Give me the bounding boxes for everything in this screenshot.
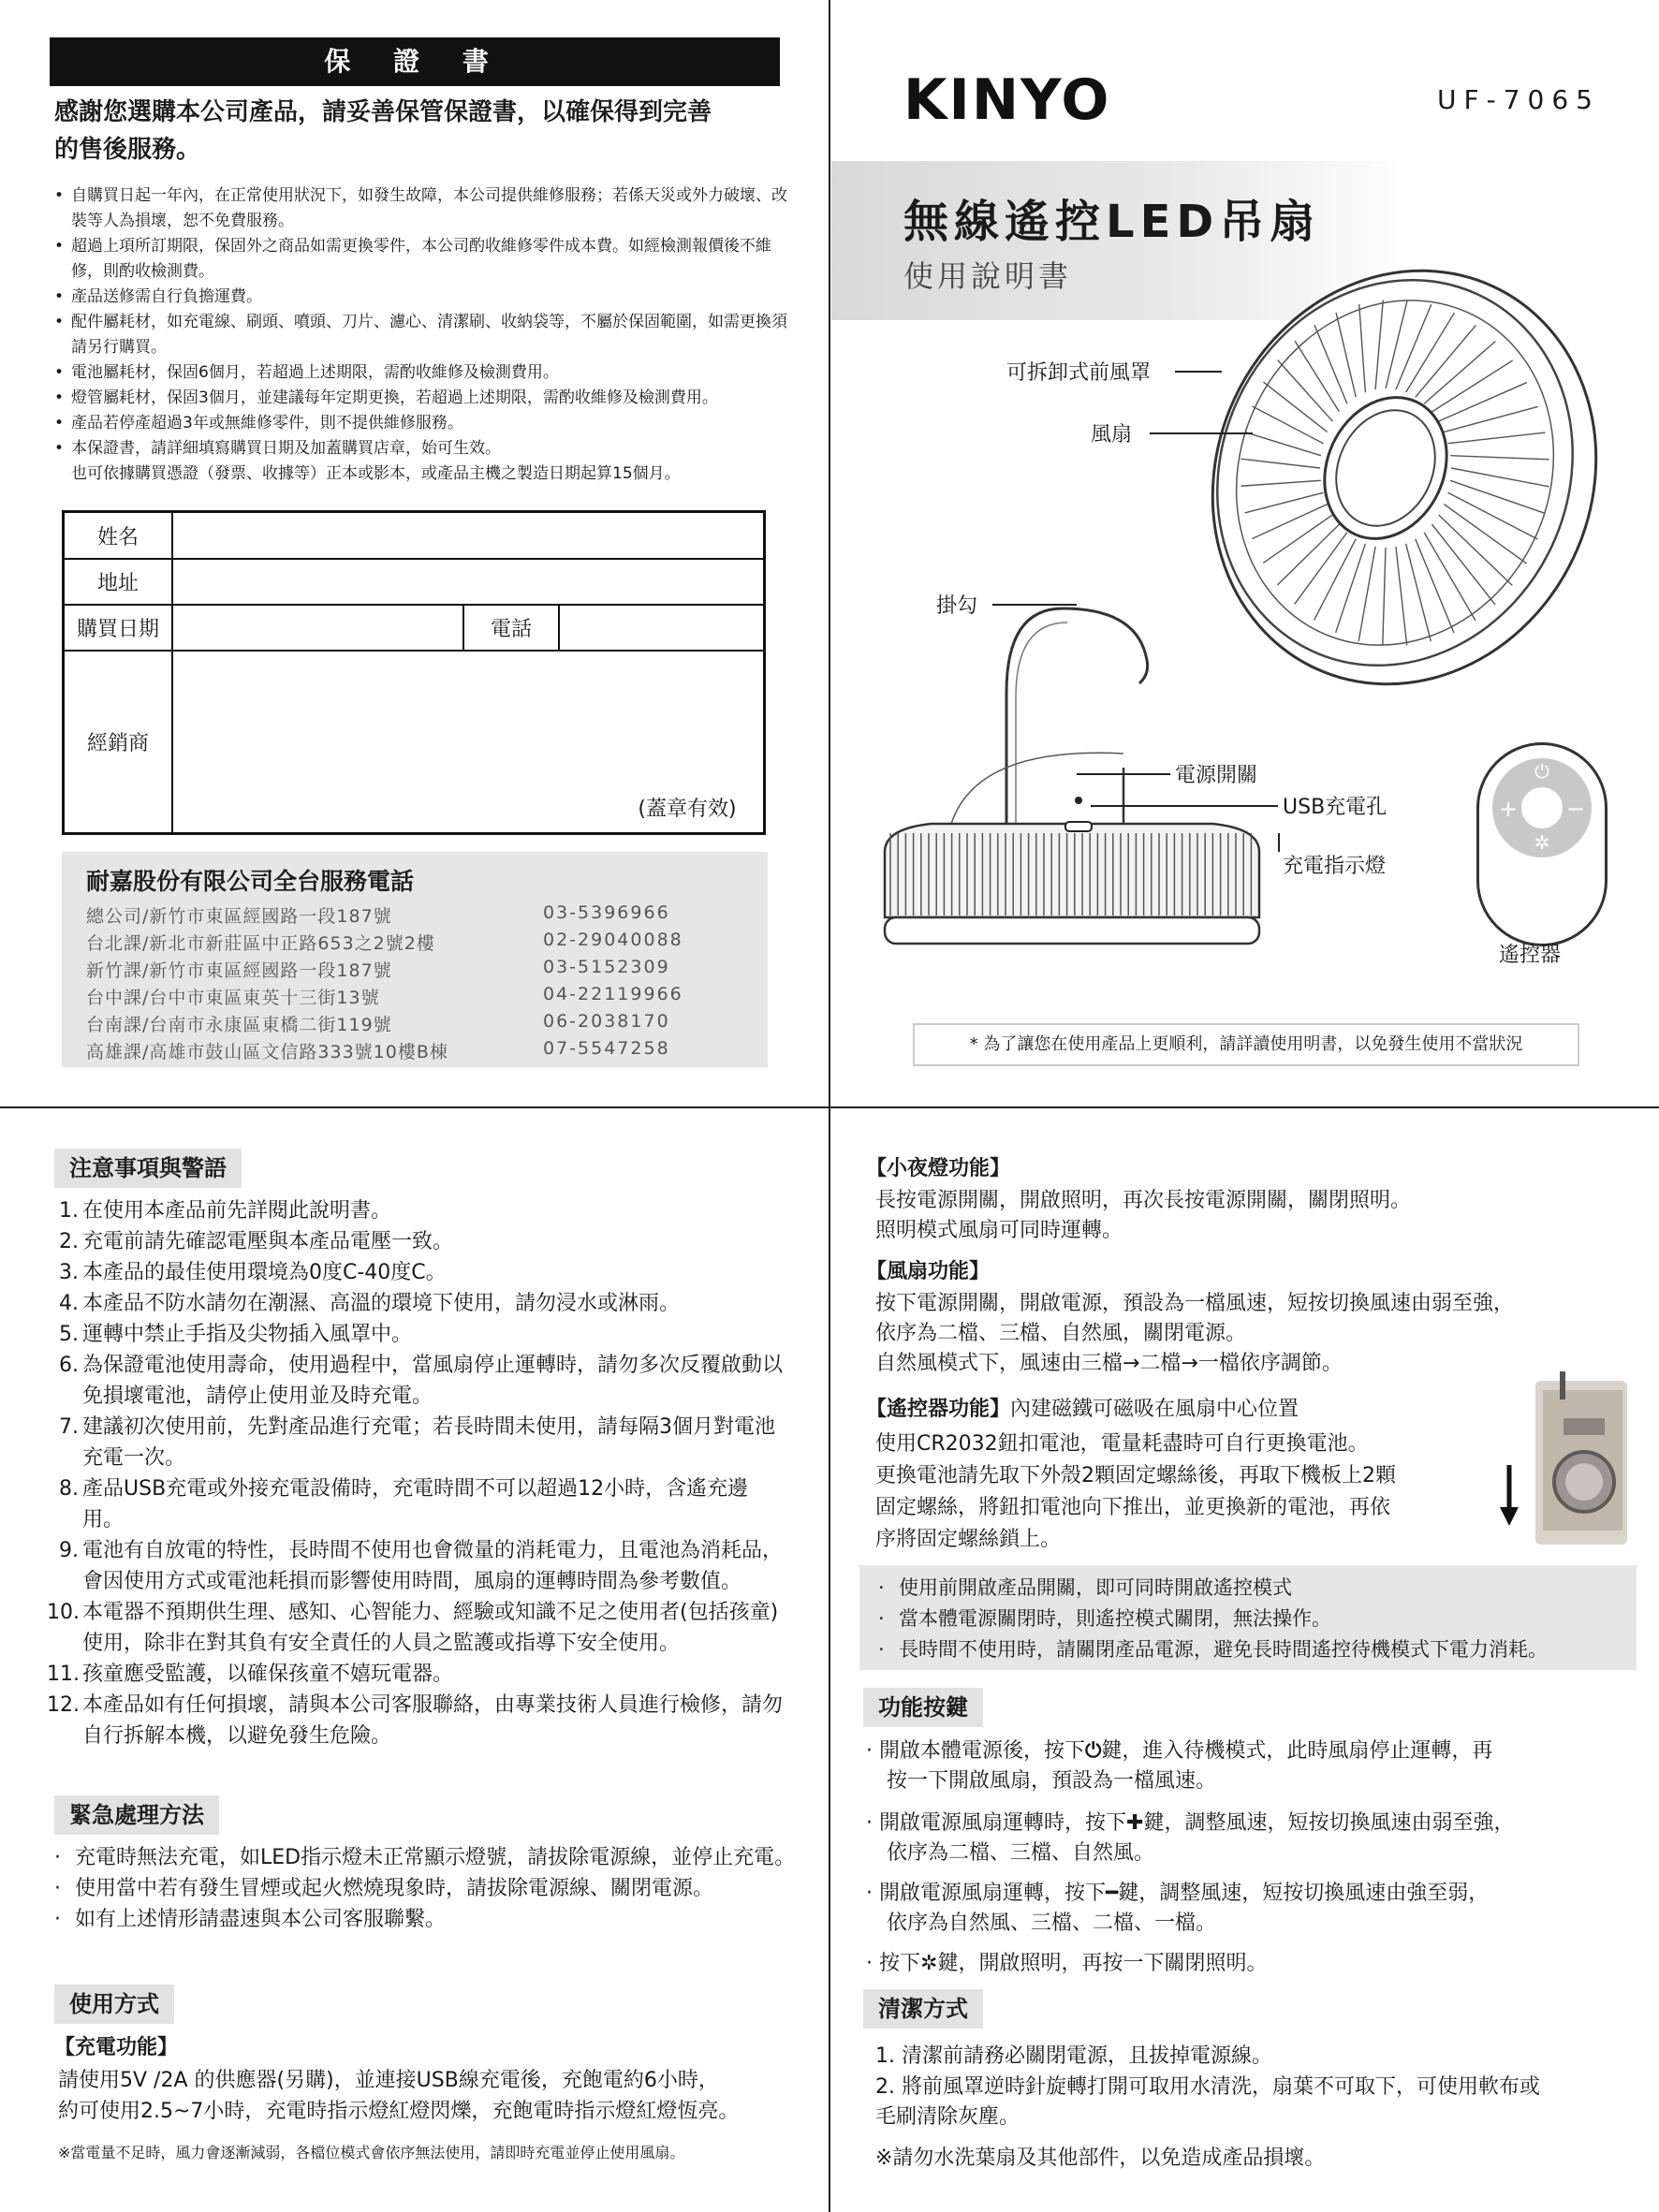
emergency-list [54, 1842, 803, 1935]
remote-keypad [1492, 758, 1592, 857]
service-phone: 04-22119966 [543, 984, 683, 1004]
warranty-terms-tail: 也可依據購買憑證（發票、收據等）正本或影本，或產品主機之製造日期起算15個月。 [71, 464, 681, 483]
night-line2: 照明模式風扇可同時運轉。 [875, 1219, 1123, 1242]
remote-line4: 序將固定螺絲鎖上。 [875, 1528, 1062, 1551]
warranty-term: • 配件屬耗材，如充電線、刷頭、噴頭、刀片、濾心、清潔刷、收納袋等，不屬於保固範圍，如需更換須請另行購買。 [54, 310, 794, 360]
charge-note: ※當電量不足時，風力會逐漸減弱，各檔位模式會依序無法使用，請即時充電並停止使用風扇。 [58, 2144, 685, 2161]
key-item-minus-tail: 依序為自然風、三檔、二檔、一檔。 [887, 1912, 1217, 1935]
service-phone: 03-5152309 [543, 957, 670, 977]
remote-power-icon[interactable]: ⏻ [1534, 760, 1549, 783]
label-blade: 風扇 [1091, 423, 1133, 447]
emergency-item: · 充電時無法充電，如LED指示燈未正常顯示燈號，請拔除電源線，並停止充電。 [54, 1846, 796, 1869]
remote-line2: 更換電池請先取下外殼2顆固定螺絲後，再取下機板上2顆 [875, 1464, 1396, 1487]
warranty-term: • 電池屬耗材，保固6個月，若超過上述期限，需酌收維修及檢測費用。 [54, 360, 794, 386]
fan-line1: 按下電源開關，開啟電源，預設為一檔風速，短按切換風速由弱至強， [875, 1292, 1515, 1315]
notes-title: 注意事項與警語 [54, 1149, 242, 1188]
label-remote: 遙控器 [1499, 944, 1562, 967]
light-key-icon: ✲ [920, 1952, 938, 1975]
remote-line1: 使用CR2032鈕扣電池，電量耗盡時可自行更換電池。 [875, 1432, 1369, 1456]
service-address: 台中課/台中市東區東英十三街13號 [86, 988, 380, 1008]
note-item: 3. 本產品的最佳使用環境為0度C-40度C。 [59, 1261, 447, 1284]
emergency-item: · 如有上述情形請盡速與本公司客服聯繫。 [54, 1908, 447, 1931]
remote-light-icon[interactable]: ✲ [1534, 831, 1550, 854]
night-line1: 長按電源開關，開啟照明，再次長按電源開關，關閉照明。 [875, 1189, 1412, 1212]
warranty-terms [54, 183, 794, 487]
form-stamp-note: (蓋章有效) [638, 797, 737, 821]
tip-item: · 當本體電源關閉時，則遙控模式關閉，無法操作。 [878, 1607, 1331, 1630]
key-item-power-tail: 按一下開啟風扇，預設為一檔風速。 [887, 1769, 1217, 1793]
remote-center-button[interactable] [1521, 787, 1563, 828]
product-subtitle: 使用說明書 [903, 258, 1073, 294]
note-item: 1. 在使用本產品前先詳閱此說明書。 [59, 1199, 392, 1223]
warranty-term: • 燈管屬耗材，保固3個月，並建議每年定期更換，若超過上述期限，需酌收維修及檢測費用。 [54, 386, 794, 411]
warranty-term: • 超過上項所訂期限，保固外之商品如需更換零件，本公司酌收維修零件成本費。如經檢測報價後不維修，則酌收檢測費。 [54, 234, 794, 285]
note-item: 7. 建議初次使用前，先對產品進行充電；若長時間未使用，請每隔3個月對電池充電一次。 [59, 1415, 775, 1470]
form-date-field[interactable] [175, 606, 461, 650]
service-address: 台南課/台南市永康區東橋二街119號 [86, 1015, 392, 1035]
notes-list [47, 1195, 786, 1751]
night-title: 【小夜燈功能】 [866, 1157, 1011, 1180]
charge-line1: 請使用5V /2A 的供應器(另購)，並連接USB線充電後，充飽電約6小時， [58, 2069, 719, 2092]
clean-line2: 2. 將前風罩逆時針旋轉打開可取用水清洗，扇葉不可取下，可使用軟布或 [875, 2075, 1540, 2099]
note-item: 5. 運轉中禁止手指及尖物插入風罩中。 [59, 1323, 413, 1346]
service-address: 新竹課/新竹市東區經國路一段187號 [86, 960, 392, 981]
service-title: 耐嘉股份有限公司全台服務電話 [86, 868, 415, 895]
form-phone-field[interactable] [561, 606, 761, 650]
label-front-cover: 可拆卸式前風罩 [1006, 361, 1152, 385]
fan-line2: 依序為二檔、三檔、自然風，關閉電源。 [875, 1322, 1247, 1345]
remote-minus-icon[interactable]: − [1565, 796, 1586, 822]
power-key-icon: ⏻ [1085, 1739, 1102, 1763]
horizontal-fold-line [0, 1106, 1659, 1108]
usage-title: 使用方式 [54, 1985, 174, 2024]
remote-control [1476, 742, 1608, 946]
battery-replacement-photo [1498, 1362, 1629, 1549]
charge-line2: 約可使用2.5~7小時，充電時指示燈紅燈閃爍，充飽電時指示燈紅燈恆亮。 [58, 2100, 740, 2123]
form-name-label: 姓名 [96, 525, 139, 549]
form-address-label: 地址 [96, 572, 139, 595]
tip-item: · 長時間不使用時，請關閉產品電源，避免長時間遙控待機模式下電力消耗。 [878, 1638, 1548, 1661]
note-item: 11. 孩童應受監護，以確保孩童不嬉玩電器。 [47, 1663, 454, 1686]
note-item: 10. 本電器不預期供生理、感知、心智能力、經驗或知識不足之使用者(包括孩童)使用，除非在對其負有安全責任的人員之監護或指導下安全使用。 [47, 1601, 779, 1655]
emergency-title: 緊急處理方法 [54, 1795, 219, 1835]
tips-list [878, 1573, 1646, 1665]
note-item: 12. 本產品如有任何損壞，請與本公司客服聯絡，由專業技術人員進行檢修，請勿自行拆解本機，以避免發生危險。 [47, 1693, 784, 1748]
service-address: 高雄課/高雄市鼓山區文信路333號10樓B棟 [86, 1042, 448, 1062]
fan-title: 【風扇功能】 [866, 1260, 991, 1283]
fan-line3: 自然風模式下，風速由三檔→二檔→一檔依序調節。 [875, 1352, 1343, 1375]
service-address: 總公司/新竹市東區經國路一段187號 [86, 906, 392, 927]
note-item: 2. 充電前請先確認電壓與本產品電壓一致。 [59, 1230, 454, 1253]
remote-title-row [866, 1395, 1299, 1425]
service-phone: 07-5547258 [543, 1038, 670, 1059]
charge-title: 【充電功能】 [54, 2036, 179, 2059]
minus-key-icon: ━ [1106, 1882, 1119, 1905]
model-number: UF-7065 [1437, 84, 1600, 115]
keys-title: 功能按鍵 [863, 1688, 983, 1727]
warranty-thanks [54, 94, 794, 168]
warranty-title: 保 證 書 [50, 37, 780, 86]
form-name-field[interactable] [175, 513, 761, 558]
clean-note: ※請勿水洗葉扇及其他部件，以免造成產品損壞。 [875, 2146, 1326, 2170]
service-phone: 06-2038170 [543, 1011, 670, 1032]
note-item: 9. 電池有自放電的特性，長時間不使用也會微量的消耗電力，且電池為消耗品，會因使用方式或電池耗損而影響使用時間，風扇的運轉時間為參考數值。 [59, 1539, 784, 1593]
warranty-form [62, 510, 766, 835]
form-dealer-label: 經銷商 [86, 732, 149, 755]
product-title: 無線遙控LED吊扇 [903, 196, 1321, 248]
remote-title-tail: 內建磁鐵可磁吸在風扇中心位置 [1010, 1398, 1299, 1421]
label-power: 電源開關 [1175, 764, 1258, 787]
clean-title: 清潔方式 [863, 1989, 983, 2029]
remote-plus-icon[interactable]: + [1498, 796, 1519, 822]
note-item: 4. 本產品不防水請勿在潮濕、高溫的環境下使用，請勿浸水或淋雨。 [59, 1292, 681, 1315]
warranty-term: • 自購買日起一年內，在正常使用狀況下，如發生故障，本公司提供維修服務；若係天災或外力破壞、改裝等人為損壞，恕不免費服務。 [54, 183, 794, 234]
label-usb: USB充電孔 [1283, 796, 1387, 819]
form-phone-label: 電話 [490, 618, 532, 641]
label-hook: 掛勾 [936, 594, 978, 618]
clean-line1: 1. 清潔前請務必關閉電源，且拔掉電源線。 [875, 2044, 1272, 2068]
warranty-term: • 本保證書，請詳細填寫購買日期及加蓋購買店章，始可生效。 [54, 436, 794, 461]
cover-note: * 為了讓您在使用產品上更順利，請詳讀使用明書，以免發生使用不當狀況 [913, 1023, 1579, 1066]
warranty-term: • 產品若停產超過3年或無維修零件，則不提供維修服務。 [54, 411, 794, 436]
warranty-term: • 產品送修需自行負擔運費。 [54, 285, 794, 310]
emergency-item: · 使用當中若有發生冒煙或起火燃燒現象時，請拔除電源線、關閉電源。 [54, 1877, 714, 1900]
tip-item: · 使用前開啟產品開關，即可同時開啟遙控模式 [878, 1576, 1292, 1599]
service-phone: 03-5396966 [543, 902, 670, 923]
note-item: 6. 為保證電池使用壽命，使用過程中，當風扇停止運轉時，請勿多次反覆啟動以免損壞電池，請停止使用並及時充電。 [59, 1354, 784, 1408]
key-item-plus-tail: 依序為二檔、三檔、自然風。 [887, 1841, 1155, 1865]
remote-line3: 固定螺絲，將鈕扣電池向下推出，並更換新的電池，再依 [875, 1496, 1391, 1519]
service-address: 台北課/新北市新莊區中正路653之2號2樓 [86, 933, 435, 954]
clean-line3: 毛刷清除灰塵。 [875, 2105, 1020, 2129]
warranty-thanks-line1: 感謝您選購本公司產品，請妥善保管保證書，以確保得到完善 [54, 98, 712, 126]
remote-title: 【遙控器功能】 [866, 1398, 1011, 1421]
form-address-field[interactable] [175, 560, 761, 604]
key-item-plus: · 開啟電源風扇運轉時，按下✚鍵，調整風速，短按切換風速由弱至強， [866, 1811, 1515, 1835]
brand-logo: KINYO [903, 67, 1111, 133]
plus-key-icon: ✚ [1126, 1811, 1144, 1835]
key-item-power: · 開啟本體電源後，按下⏻鍵，進入待機模式，此時風扇停止運轉，再 [866, 1739, 1493, 1763]
service-phone: 02-29040088 [543, 930, 683, 950]
key-item-minus: · 開啟電源風扇運轉，按下━鍵，調整風速，短按切換風速由強至弱， [866, 1882, 1490, 1905]
note-item: 8. 產品USB充電或外接充電設備時，充電時間不可以超過12小時，含遙充邊用。 [59, 1477, 749, 1531]
label-indicator: 充電指示燈 [1283, 855, 1387, 878]
form-date-label: 購買日期 [76, 618, 159, 641]
service-box [62, 852, 768, 1067]
key-item-light: · 按下✲鍵，開啟照明，再按一下關閉照明。 [866, 1952, 1268, 1975]
warranty-thanks-line2: 的售後服務。 [54, 136, 201, 164]
